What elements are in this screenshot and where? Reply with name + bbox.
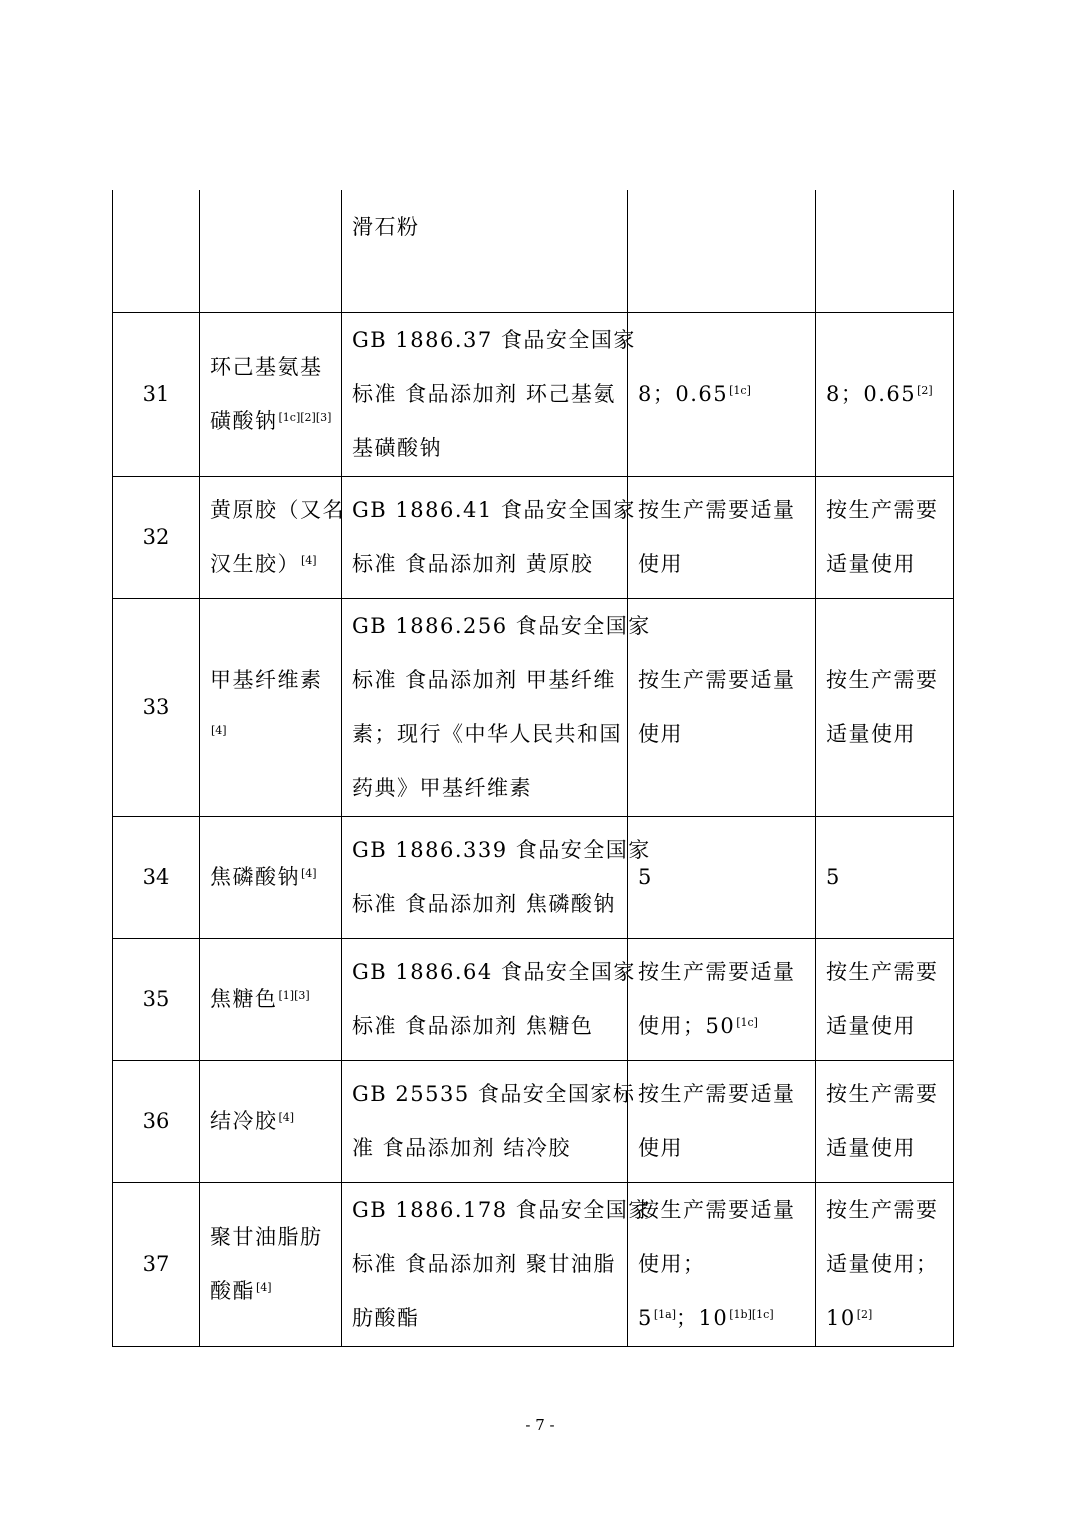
additive-name-line	[210, 1210, 331, 1264]
usage-limit-b-cell	[816, 476, 954, 598]
usage-limit-a-text: 按生产需要适量	[638, 1082, 796, 1106]
usage-limit-b-line	[826, 1291, 943, 1345]
row-number	[113, 190, 200, 312]
quality-standard-line: 标准 食品添加剂 黄原胶	[352, 552, 594, 576]
usage-limit-b-line	[826, 999, 943, 1053]
usage-limit-a-cell	[628, 1060, 816, 1182]
footnote-ref: [4]	[301, 554, 317, 567]
quality-standard-cell	[342, 938, 636, 1060]
additive-name-text: 酸酯	[210, 1279, 255, 1303]
additive-name-line	[210, 1264, 331, 1318]
footnote-ref: [1c][2][3]	[278, 411, 332, 424]
footnote-ref: [2]	[917, 384, 933, 397]
usage-limit-a-line	[638, 483, 805, 537]
quality-standard-line: 标准 食品添加剂 焦糖色	[352, 1014, 594, 1038]
usage-limit-a-cell	[628, 1182, 816, 1346]
quality-standard-line: GB 1886.37 食品安全国家	[352, 328, 636, 352]
usage-limit-b-line	[826, 537, 943, 591]
table-row	[113, 1182, 954, 1346]
quality-standard-line: 标准 食品添加剂 甲基纤维	[352, 668, 616, 692]
usage-limit-b-text: 10	[826, 1306, 856, 1330]
table-row	[113, 190, 954, 312]
usage-limit-b-cell	[816, 598, 954, 816]
quality-standard-line: GB 1886.41 食品安全国家	[352, 498, 636, 522]
usage-limit-a-text: 按生产需要适量	[638, 668, 796, 692]
quality-standard-line: 肪酸酯	[352, 1306, 420, 1330]
usage-limit-a-text: 使用	[638, 722, 683, 746]
usage-limit-b-cell	[816, 1182, 954, 1346]
additive-name-line	[210, 537, 331, 591]
quality-standard-line: 素；现行《中华人民共和国	[352, 722, 622, 746]
quality-standard-line: GB 1886.178 食品安全国家	[352, 1198, 651, 1222]
usage-limit-b-line	[826, 945, 943, 999]
usage-limit-b-cell	[816, 816, 954, 938]
usage-limit-a-line	[638, 537, 805, 591]
usage-limit-a-line	[638, 1183, 805, 1237]
quality-standard-line: GB 1886.256 食品安全国家	[352, 614, 651, 638]
usage-limit-a-text: ；10	[676, 1306, 729, 1330]
footnote-ref: [1][3]	[278, 989, 310, 1002]
footnote-ref: [4]	[301, 867, 317, 880]
usage-limit-b-line	[826, 1237, 943, 1291]
additive-table	[112, 190, 954, 1347]
usage-limit-b-text: 按生产需要	[826, 668, 939, 692]
table-row	[113, 598, 954, 816]
additive-name-text: 焦磷酸钠	[210, 865, 300, 889]
row-number: 33	[113, 598, 200, 816]
usage-limit-a-text: 5	[638, 865, 653, 889]
quality-standard-line: 准 食品添加剂 结冷胶	[352, 1136, 571, 1160]
additive-name-text: 聚甘油脂肪	[210, 1225, 323, 1249]
usage-limit-a-text: 按生产需要适量	[638, 960, 796, 984]
additive-name-line	[210, 653, 331, 707]
usage-limit-a-line	[638, 1291, 805, 1345]
quality-standard-cell	[342, 190, 628, 312]
usage-limit-b-text: 8；0.65	[826, 382, 917, 406]
footnote-ref: [4]	[278, 1111, 295, 1124]
additive-name-line	[210, 340, 331, 394]
quality-standard-cell	[342, 312, 636, 476]
usage-limit-a-line	[638, 367, 805, 421]
footnote-ref: [4]	[211, 724, 227, 737]
table-row	[113, 476, 954, 598]
additive-name-cell	[200, 938, 342, 1060]
row-number: 35	[113, 938, 200, 1060]
usage-limit-b-text: 适量使用；	[826, 1252, 939, 1276]
usage-limit-a-cell	[628, 816, 816, 938]
footnote-ref: [2]	[856, 1308, 873, 1321]
usage-limit-b-text: 适量使用	[826, 722, 916, 746]
usage-limit-a-text: 使用	[638, 1136, 683, 1160]
usage-limit-b-text: 按生产需要	[826, 1198, 939, 1222]
additive-name-line	[210, 483, 345, 537]
usage-limit-a-line	[638, 1067, 805, 1121]
additive-name-cell	[200, 190, 342, 312]
additive-name-text: 甲基纤维素	[210, 668, 323, 692]
usage-limit-b-line	[826, 1067, 943, 1121]
quality-standard-cell	[342, 1060, 636, 1182]
usage-limit-a-text: 使用；50	[638, 1014, 736, 1038]
footnote-ref: [1c]	[736, 1016, 758, 1029]
additive-name-cell	[200, 1060, 342, 1182]
usage-limit-b-text: 按生产需要	[826, 498, 939, 522]
usage-limit-a-line	[638, 999, 805, 1053]
table-row	[113, 1060, 954, 1182]
usage-limit-a-text: 按生产需要适量	[638, 1198, 796, 1222]
additive-name-line	[210, 1094, 331, 1148]
quality-standard-line: 标准 食品添加剂 焦磷酸钠	[352, 892, 616, 916]
footnote-ref: [1a]	[653, 1308, 677, 1321]
usage-limit-b-line	[826, 707, 943, 761]
additive-name-cell	[200, 598, 342, 816]
usage-limit-b-text: 适量使用	[826, 1136, 916, 1160]
usage-limit-a-cell	[628, 938, 816, 1060]
usage-limit-a-line	[638, 850, 805, 904]
additive-name-cell	[200, 312, 342, 476]
usage-limit-a-line	[638, 653, 805, 707]
additive-name-text: 黄原胶（又名	[210, 498, 345, 522]
footnote-ref: [1b][1c]	[729, 1308, 774, 1321]
quality-standard-line: GB 1886.64 食品安全国家	[352, 960, 636, 984]
additive-name-cell	[200, 476, 345, 598]
usage-limit-a-line	[638, 1237, 805, 1291]
quality-standard-cell	[342, 476, 636, 598]
usage-limit-a-line	[638, 707, 805, 761]
usage-limit-a-text: 按生产需要适量	[638, 498, 796, 522]
additive-name-line	[210, 707, 331, 761]
usage-limit-b-text: 5	[826, 865, 841, 889]
additive-name-line	[210, 850, 331, 904]
usage-limit-b-line	[826, 653, 943, 707]
row-number: 34	[113, 816, 200, 938]
additive-name-cell	[200, 816, 342, 938]
quality-standard-line: 药典》甲基纤维素	[352, 776, 532, 800]
row-number: 32	[113, 476, 200, 598]
table-row	[113, 938, 954, 1060]
usage-limit-b-cell	[816, 1060, 954, 1182]
quality-standard-line: GB 1886.339 食品安全国家	[352, 838, 651, 862]
quality-standard-line: GB 25535 食品安全国家标	[352, 1082, 636, 1106]
usage-limit-a-line	[638, 1121, 805, 1175]
additive-name-line	[210, 972, 331, 1026]
usage-limit-b-line	[826, 1121, 943, 1175]
additive-name-text: 汉生胶）	[210, 552, 300, 576]
usage-limit-a-text: 5	[638, 1306, 653, 1330]
footnote-ref: [1c]	[729, 384, 751, 397]
additive-name-text: 磺酸钠	[210, 409, 278, 433]
usage-limit-b-cell	[816, 190, 954, 312]
additive-name-text: 环己基氨基	[210, 355, 323, 379]
additive-name-cell	[200, 1182, 342, 1346]
page-number: - 7 -	[525, 1416, 555, 1434]
additive-name-text: 结冷胶	[210, 1109, 278, 1133]
table-row	[113, 816, 954, 938]
usage-limit-a-text: 8；0.65	[638, 382, 729, 406]
quality-standard-line: 基磺酸钠	[352, 436, 442, 460]
usage-limit-b-cell	[816, 312, 954, 476]
table-row	[113, 312, 954, 476]
quality-standard-line: 标准 食品添加剂 环己基氨	[352, 382, 616, 406]
usage-limit-a-text: 使用	[638, 552, 683, 576]
quality-standard-cell	[342, 1182, 651, 1346]
additive-name-line	[210, 394, 331, 448]
quality-standard-line: 标准 食品添加剂 聚甘油脂	[352, 1252, 616, 1276]
usage-limit-b-line	[826, 1183, 943, 1237]
usage-limit-a-cell	[628, 312, 816, 476]
usage-limit-b-line	[826, 483, 943, 537]
row-number: 36	[113, 1060, 200, 1182]
quality-standard-line: 滑石粉	[352, 215, 420, 239]
usage-limit-a-cell	[628, 190, 816, 312]
additive-name-text: 焦糖色	[210, 987, 278, 1011]
usage-limit-b-text: 适量使用	[826, 552, 916, 576]
footnote-ref: [4]	[256, 1281, 272, 1294]
usage-limit-a-text: 使用；	[638, 1252, 706, 1276]
usage-limit-a-line	[638, 945, 805, 999]
usage-limit-b-line	[826, 367, 943, 421]
row-number: 37	[113, 1182, 200, 1346]
usage-limit-a-cell	[628, 476, 816, 598]
usage-limit-b-line	[826, 850, 943, 904]
usage-limit-a-cell	[628, 598, 816, 816]
quality-standard-cell	[342, 816, 651, 938]
quality-standard-cell	[342, 598, 651, 816]
row-number: 31	[113, 312, 200, 476]
usage-limit-b-cell	[816, 938, 954, 1060]
usage-limit-b-text: 按生产需要	[826, 1082, 939, 1106]
usage-limit-b-text: 适量使用	[826, 1014, 916, 1038]
usage-limit-b-text: 按生产需要	[826, 960, 939, 984]
additive-table-body	[113, 190, 954, 1346]
